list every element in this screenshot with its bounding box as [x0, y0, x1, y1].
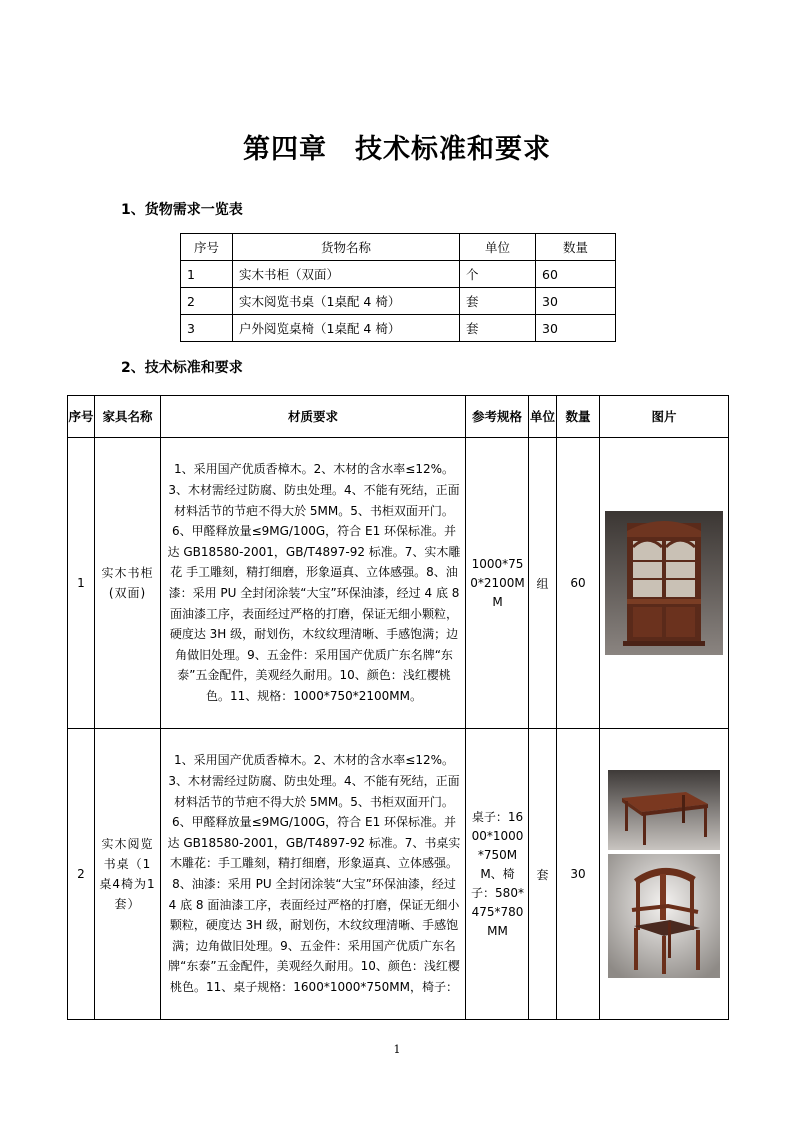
header-unit: 单位 [460, 234, 536, 261]
header-no: 序号 [68, 396, 95, 438]
cell-no: 1 [68, 438, 95, 729]
table-header-row [68, 396, 729, 438]
table-row [68, 438, 729, 729]
cell-qty: 60 [536, 261, 616, 288]
header-furniture-name: 家具名称 [95, 396, 161, 438]
cell-goods-name: 户外阅览桌椅（1桌配 4 椅） [233, 315, 460, 342]
table-row [181, 261, 616, 288]
cell-qty: 30 [536, 315, 616, 342]
desk-photo [608, 770, 720, 850]
chair-photo [608, 854, 720, 978]
cell-no: 1 [181, 261, 233, 288]
page-title: 第四章 技术标准和要求 [243, 134, 551, 165]
cell-image [600, 729, 729, 1020]
header-qty: 数量 [557, 396, 600, 438]
cell-furniture-name: 实木书柜(双面) [95, 438, 161, 729]
cell-material: 1、采用国产优质香樟木。2、木材的含水率≤12%。3、木材需经过防腐、防虫处理。4、不能有死结，正面材料活节的节疤不得大於 5MM。5、书柜双面开门。6、甲醛释放量≤9MG/100G，符合 E1 环保标准。并达 GB18580-2001，GB/T4897-92 标准。7、实木雕花 手工雕刻，精打细磨，形象逼真、立体感强。8、油漆：采用 PU 全封闭涂装“大宝”环保油漆，经过 4 底 8 面油漆工序，表面经过严格的打磨，保证无细小颗粒，硬度达 3H 级，耐划伤，木纹纹理清晰、手感饱满；边角做旧处理。9、五金件：采用国产优质广东名牌“东泰”五金配件，美观经久耐用。10、颜色：浅红樱桃色。11、规格：1000*750*2100MM。 [161, 438, 466, 729]
header-unit: 单位 [529, 396, 557, 438]
cell-unit: 组 [529, 438, 557, 729]
table-row [181, 288, 616, 315]
header-no: 序号 [181, 234, 233, 261]
cell-unit: 套 [529, 729, 557, 1020]
header-image: 图片 [600, 396, 729, 438]
section-heading-tech-standards: 2、技术标准和要求 [121, 360, 243, 376]
cell-unit: 个 [460, 261, 536, 288]
cell-image [600, 438, 729, 729]
header-qty: 数量 [536, 234, 616, 261]
cell-spec: 1000*750*2100MM [466, 438, 529, 729]
cell-material: 1、采用国产优质香樟木。2、木材的含水率≤12%。3、木材需经过防腐、防虫处理。4、不能有死结，正面材料活节的节疤不得大於 5MM。5、书柜双面开门。6、甲醛释放量≤9MG/100G，符合 E1 环保标准。并达 GB18580-2001，GB/T4897-92 标准。7、书桌实木雕花：手工雕刻，精打细磨，形象逼真、立体感强。8、油漆：采用 PU 全封闭涂装“大宝”环保油漆，经过 4 底 8 面油漆工序，表面经过严格的打磨，保证无细小颗粒，硬度达 3H 级，耐划伤，木纹纹理清晰、手感饱满；边角做旧处理。9、五金件：采用国产优质广东名牌“东泰”五金配件，美观经久耐用。10、颜色：浅红樱桃色。11、桌子规格：1600*1000*750MM，椅子： [161, 729, 466, 1020]
cell-no: 3 [181, 315, 233, 342]
table-row [181, 315, 616, 342]
cell-qty: 60 [557, 438, 600, 729]
cell-no: 2 [68, 729, 95, 1020]
bookcase-photo [605, 511, 723, 655]
cell-goods-name: 实木阅览书桌（1桌配 4 椅） [233, 288, 460, 315]
cell-qty: 30 [557, 729, 600, 1020]
cell-unit: 套 [460, 288, 536, 315]
cell-goods-name: 实木书柜（双面） [233, 261, 460, 288]
header-goods-name: 货物名称 [233, 234, 460, 261]
cell-furniture-name: 实木阅览书桌（1桌4椅为1套） [95, 729, 161, 1020]
header-material: 材质要求 [161, 396, 466, 438]
table-row [68, 729, 729, 1020]
cell-qty: 30 [536, 288, 616, 315]
section-heading-goods-list: 1、货物需求一览表 [121, 202, 243, 218]
cell-unit: 套 [460, 315, 536, 342]
cell-spec: 桌子：1600*1000*750MM、椅子：580*475*780MM [466, 729, 529, 1020]
page-number: 1 [393, 1043, 401, 1056]
header-spec: 参考规格 [466, 396, 529, 438]
tech-standards-table [67, 395, 729, 1020]
table-header-row [181, 234, 616, 261]
cell-no: 2 [181, 288, 233, 315]
goods-list-table [180, 233, 616, 342]
